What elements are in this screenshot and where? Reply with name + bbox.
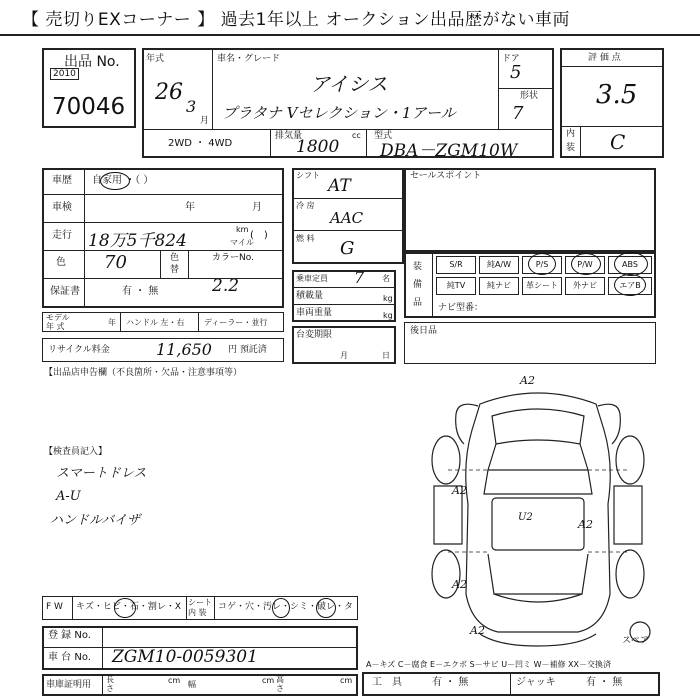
recycle-unit: 円 預託済 [228,345,267,355]
taihen-month: 月 [340,351,348,360]
capacity-value: 7 [354,268,365,287]
iro-label-2: 替 [170,265,180,275]
naiso-label-2: 装 [566,143,576,153]
after-items-label: 後日品 [410,326,438,336]
register-label: 登 録 No. [48,630,91,641]
recycle-label: リサイクル料金 [48,345,110,355]
warranty-label: 保証書 [50,286,80,297]
damage-mark-center: U2 [518,512,533,523]
circle-pw [571,253,601,275]
weight-kg: kg [383,311,393,320]
shaken-year: 年 [185,202,195,213]
doors: 5 [510,62,522,83]
inspector-note-3: ハンドルバイザ [50,513,141,528]
option-pw: P/W [565,256,605,274]
naiso-label-1: 内 [566,129,576,139]
damage-mark-left-door: A2 [452,484,467,497]
shape: 7 [512,103,524,124]
option-ext-navi: 外ナビ [565,277,605,295]
dealer-label: ディーラー・並行 [204,318,268,327]
displacement-label: 排気量 [275,131,303,141]
capacity-unit: 名 [382,274,390,283]
page-title: 【 売切りEXコーナー 】 過去1年以上 オークション出品歴がない車両 [22,10,570,30]
jikayo-circle [100,172,130,190]
shop-note-label: 【出品店申告欄（不良箇所・欠品・注意事項等） [44,368,243,378]
score-value: 3.5 [596,80,638,110]
circle-ps [528,253,556,275]
inspector-note-2: A-U [56,489,81,504]
recycle-value: 11,650 [156,340,212,359]
model-year-label-2: 年 式 [46,322,65,331]
inspector-note-1: スマートドレス [56,466,147,481]
sales-point-label: セールスポイント [410,171,482,181]
model-code: DBA－ZGM10W [380,141,518,161]
damage-legend: A－キズ C－腐食 E－エクボ S－サビ U－凹ミ W－補修 XX－交換済 [366,660,612,669]
sheet-circle-2 [316,598,336,618]
color-no-label: カラーNo. [212,253,254,263]
shareki-label: 車歴 [52,175,72,186]
car-name: アイシス [310,72,388,96]
displacement: 1800 [296,137,340,157]
damage-mark-bumper: A2 [470,624,485,637]
fw-circle [114,598,136,618]
keijo-label: 形状 [520,91,539,101]
grade: プラタナ Vセレクション・1アール [222,104,456,122]
circle-airbag [614,274,646,296]
shamei-label: 車名・グレード [217,54,281,64]
option-leather: 革シート [522,277,562,295]
cooler-value: AAC [330,209,364,227]
after-items-box [404,322,656,364]
navi-model-label: ナビ型番： [438,303,484,313]
model-year-unit: 年 [108,318,116,327]
mileage-unit-km: km [236,225,249,234]
tool-value: 有 ・ 無 [432,677,469,688]
cooler-label: 冷 房 [296,201,315,210]
sheet-label-1: シート [188,598,212,607]
color-no-value: 2.2 [212,276,240,296]
damage-mark-rear: A2 [452,578,467,591]
tool-label: 工 具 [372,677,402,688]
damage-mark-right-door: A2 [578,518,593,531]
interior-value: C [610,130,626,154]
shift-label: シフト [296,171,320,180]
damage-mark-roof: A2 [520,374,535,387]
warranty-value: 有 ・ 無 [122,286,159,297]
month-unit: 月 [200,116,210,126]
drive-label: 2WD ・ 4WD [168,138,233,149]
jack-label: ジャッキ [516,677,556,688]
cc-unit: cc [352,131,361,140]
handle-label: ハンドル 左・右 [126,318,185,327]
lot-label: 出品 No. [64,54,120,70]
chassis-label: 車 台 No. [48,652,91,663]
score-label: 評 価 点 [588,53,621,63]
sheet-label-2: 内 装 [188,608,207,617]
iro-label-1: 色 [170,253,180,263]
equip-label-1: 装 [413,262,423,272]
title-bar [0,0,700,36]
cert-height-1: 高 [276,675,284,684]
fuel-value: G [340,238,355,259]
cert-label: 車庫証明用 [46,680,92,690]
taihen-label: 台変期限 [296,330,333,340]
option-navi: 純ナビ [479,277,519,295]
cert-height-cm: cm [340,676,353,685]
nenshiki-month: 3 [186,97,197,116]
cert-width-cm: cm [262,676,275,685]
weight-label: 車両重量 [296,308,333,318]
load-label: 積載量 [296,291,324,301]
option-ps: P/S [522,256,562,274]
spare-label: スペア [622,636,650,646]
option-aw: 純A/W [479,256,519,274]
circle-abs [614,252,648,276]
load-kg: kg [383,294,393,303]
cert-width: 幅 [188,680,196,689]
option-tv: 純TV [436,277,476,295]
year-badge: 2010 [50,68,79,80]
option-abs: ABS [608,256,652,274]
sheet-items: コゲ・穴・汚レ・シミ・破レ・タ [218,602,354,612]
mileage: 18万5千824 [88,231,187,251]
shaken-label: 車検 [52,202,72,213]
cert-length-cm: cm [168,676,181,685]
model-label: 型式 [374,131,393,141]
lot-number: 70046 [52,94,126,120]
taihen-day: 日 [382,351,390,360]
chassis-number: ZGM10-0059301 [112,647,258,667]
fw-label: F W [46,602,63,612]
color-label: 色 [56,257,66,268]
car-damage-diagram [418,374,658,654]
cert-length-1: 長 [106,675,114,684]
fw-items: キズ・ヒビ・石・割レ・X [76,602,181,612]
shift-value: AT [328,176,351,196]
cert-length-2: さ [106,684,114,693]
equip-label-2: 備 [413,280,423,290]
option-airbag: エアB [608,277,652,295]
sheet-circle-1 [272,598,290,618]
inspector-label: 【検査員記入】 [44,447,108,457]
lot-number-box [42,48,136,128]
capacity-label: 乗車定員 [296,274,328,283]
nenshiki-year: 26 [155,80,183,105]
mileage-unit-mile: マイル [230,238,254,247]
door-label: ドア [502,54,520,64]
jack-value: 有 ・ 無 [586,677,623,688]
shaken-month: 月 [252,202,262,213]
mileage-paren: ( ) [250,230,268,241]
nenshiki-label: 年式 [146,54,165,64]
shareki-value: 自家用 ・（ ） [92,175,154,186]
option-sr: S/R [436,256,476,274]
soko-label: 走行 [52,230,72,241]
fuel-label: 燃 料 [296,234,315,243]
color-value: 70 [104,252,127,273]
equip-label-3: 品 [413,298,423,308]
cert-height-2: さ [276,684,284,693]
model-year-label-1: モデル [46,313,70,322]
